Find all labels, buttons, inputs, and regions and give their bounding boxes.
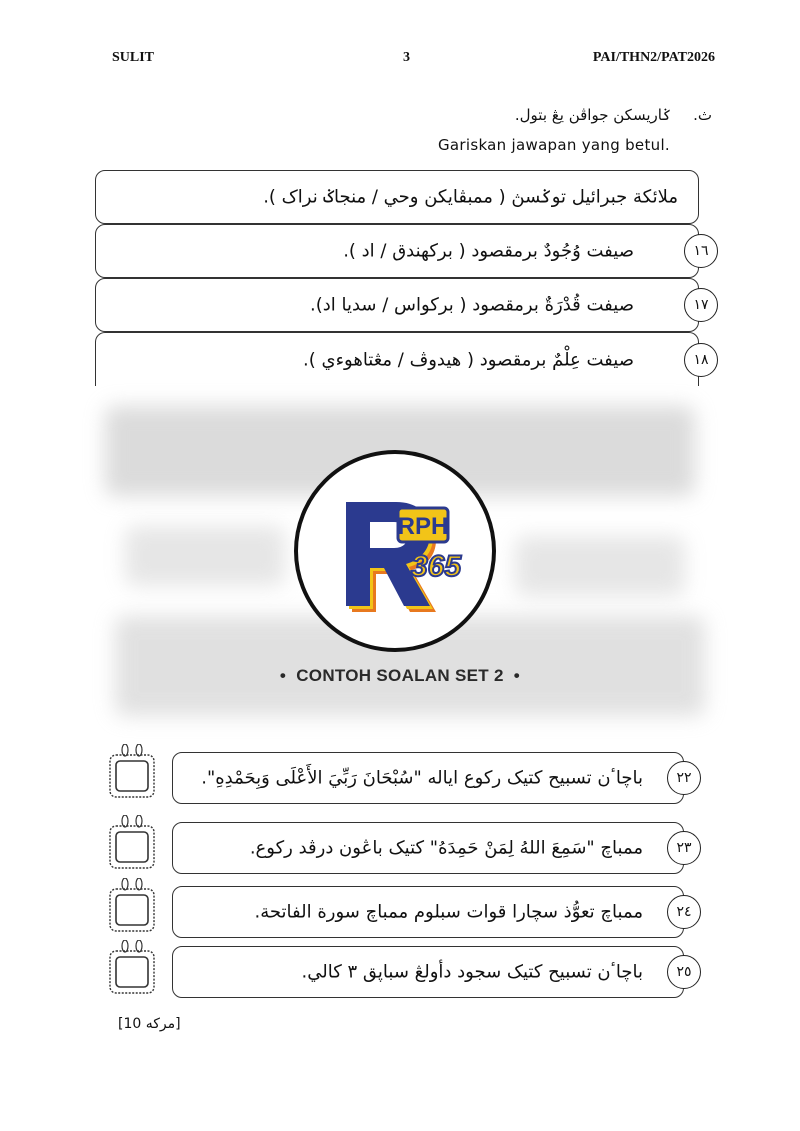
question-text: باچاٴن تسبيح کتيک سجود دأولڠ سباڽق ٣ کالي. bbox=[301, 961, 643, 983]
question-number-badge: ١٨ bbox=[684, 343, 718, 377]
section-letter: ث. bbox=[693, 106, 712, 124]
page-number: 3 bbox=[403, 50, 410, 65]
question-text: صيفت قُدْرَةٌ برمقصود ( برکواس / سديا اد). bbox=[310, 294, 634, 316]
question-24 bbox=[172, 886, 692, 938]
instruction-jawi bbox=[515, 106, 712, 124]
question-text: صيفت وُجُودٌ برمقصود ( برکهندق / اد ). bbox=[343, 240, 634, 262]
header-left: SULIT bbox=[112, 50, 155, 65]
logo-letters: RPH bbox=[397, 513, 449, 540]
rph365-logo bbox=[294, 450, 496, 652]
question-text: باچاٴن تسبيح کتيک رکوع اياله "سُبْحَانَ رَبِّيَ الأَعْلَى وَبِحَمْدِهِ". bbox=[201, 767, 643, 789]
answer-box-icon[interactable] bbox=[107, 940, 157, 996]
question-22 bbox=[172, 752, 692, 804]
question-number-badge: ١٦ bbox=[684, 234, 718, 268]
question-text: صيفت عِلْمٌ برمقصود ( هيدوڤ / مڠتاهوءي ). bbox=[303, 349, 634, 370]
answer-box-icon[interactable] bbox=[107, 815, 157, 871]
question-number-badge: ٢٤ bbox=[667, 895, 701, 929]
question-18 bbox=[95, 332, 709, 386]
answer-box-icon[interactable] bbox=[107, 744, 157, 800]
question-17 bbox=[95, 278, 709, 332]
question-number-badge: ٢٥ bbox=[667, 955, 701, 989]
question-text: ممباچ تعوُّذ سچارا قوات سبلوم ممباچ سورة الفاتحة. bbox=[254, 901, 643, 923]
header-right: PAI/THN2/PAT2026 bbox=[592, 50, 715, 65]
logo-number: 365 bbox=[410, 550, 462, 583]
question-text: ملائکة جبرائيل توݢسڽ ( ممبڤايکن وحي / منجاݢ نراک ). bbox=[263, 186, 678, 208]
question-16 bbox=[95, 224, 709, 278]
question-example bbox=[95, 170, 699, 224]
question-number-badge: ٢٢ bbox=[667, 761, 701, 795]
watermark-caption: • CONTOH SOALAN SET 2 • bbox=[279, 666, 521, 685]
question-text: ممباچ "سَمِعَ اللهُ لِمَنْ حَمِدَهُ" کتيک باڠون درڤد رکوع. bbox=[249, 837, 643, 859]
logo-graphic bbox=[298, 454, 492, 648]
answer-box-icon[interactable] bbox=[107, 878, 157, 934]
question-25 bbox=[172, 946, 692, 998]
instruction-jawi-text: ݢاريسکن جواڤن يڠ بتول. bbox=[514, 106, 672, 124]
question-number-badge: ١٧ bbox=[684, 288, 718, 322]
question-number-badge: ٢٣ bbox=[667, 831, 701, 865]
question-23 bbox=[172, 822, 692, 874]
marks-label: [10 مرکه] bbox=[118, 1016, 181, 1032]
instruction-rumi: Gariskan jawapan yang betul. bbox=[437, 136, 670, 154]
